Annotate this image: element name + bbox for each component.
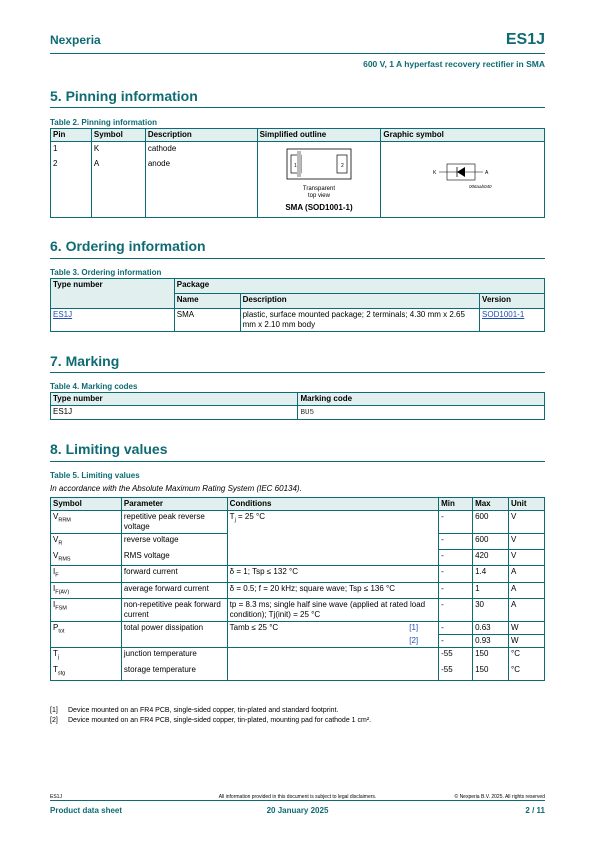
col-header: Symbol <box>51 498 122 511</box>
parameter-cell: non-repetitive peak forward current <box>121 599 227 622</box>
table-caption-limiting: Table 5. Limiting values <box>50 471 140 480</box>
footnote <box>50 717 371 724</box>
conditions-cell: tp = 8.3 ms; single half sine wave (applied at rated load condition); Tj(init) = 25 °C <box>227 599 438 622</box>
symbol-cell: $I_F$ <box>51 566 122 583</box>
min-cell: - <box>439 534 473 550</box>
unit-cell: A <box>509 566 545 583</box>
min-cell: -55 <box>439 664 473 680</box>
col-header: Marking code <box>298 393 545 406</box>
min-cell: - <box>439 566 473 583</box>
min-cell: - <box>439 635 473 648</box>
table-row <box>51 142 545 218</box>
unit-cell: A <box>509 582 545 599</box>
pin-symbol: A <box>93 159 100 168</box>
marking-code-cell <box>298 406 545 420</box>
symbol-cell <box>91 142 145 218</box>
table-caption-ordering: Table 3. Ordering information <box>50 268 162 277</box>
type-cell <box>51 309 175 332</box>
outline-note: Transparent <box>302 186 336 192</box>
col-header: Type number <box>51 393 298 406</box>
unit-cell: °C <box>509 648 545 664</box>
symbol-cell: $V_{RMS}$ <box>51 550 122 566</box>
max-cell: 600 <box>473 511 509 534</box>
diode-symbol-icon <box>433 161 493 195</box>
marking-table <box>50 392 545 420</box>
ordering-table <box>50 278 545 332</box>
section-title-marking: 7. Marking <box>50 353 120 369</box>
symbol-cell: $V_{RRM}$ <box>51 511 122 534</box>
symbol-cell: $T_j$ <box>51 648 122 664</box>
max-cell: 30 <box>473 599 509 622</box>
footer-date: 20 January 2025 <box>266 806 329 815</box>
symbol-cell: $I_{FSM}$ <box>51 599 122 622</box>
footer-doc-id: ES1J <box>50 794 62 800</box>
footer-page-number: 2 / 11 <box>525 806 545 815</box>
section-rule <box>50 258 545 259</box>
package-outline-icon <box>283 147 355 183</box>
section-title-limiting: 8. Limiting values <box>50 441 168 457</box>
unit-cell: °C <box>509 664 545 680</box>
min-cell: - <box>439 511 473 534</box>
col-header: Min <box>439 498 473 511</box>
table-row <box>51 511 545 534</box>
outline-pin-label: 1 <box>293 163 297 169</box>
description-cell: plastic, surface mounted package; 2 terminals; 4.30 mm x 2.65 mm x 2.10 mm body <box>240 309 479 332</box>
conditions-cell: $T_j = 25$ °C <box>227 511 438 566</box>
version-link[interactable]: SOD1001-1 <box>482 310 525 319</box>
outline-note: top view <box>307 193 330 199</box>
parameter-cell: average forward current <box>121 582 227 599</box>
col-header: Graphic symbol <box>381 129 545 142</box>
document-subtitle: 600 V, 1 A hyperfast recovery rectifier in SMA <box>363 59 545 69</box>
outline-cell <box>257 142 381 218</box>
footnote-text: Device mounted on an FR4 PCB, single-sided copper, tin-plated and standard footprint. <box>68 707 339 714</box>
brand-name: Nexperia <box>50 33 101 47</box>
footnote-ref[interactable]: [1] <box>409 623 419 633</box>
col-header: Conditions <box>227 498 438 511</box>
footer-disclaimer: All information provided in this document is subject to legal disclaimers. <box>218 794 377 800</box>
unit-cell: A <box>509 599 545 622</box>
pin-cell <box>51 142 92 218</box>
min-cell: -55 <box>439 648 473 664</box>
pin-symbol: K <box>93 144 100 153</box>
conditions-cell: δ = 0.5; f = 20 kHz; square wave; Tsp ≤ 136 °C <box>227 582 438 599</box>
max-cell: 420 <box>473 550 509 566</box>
col-header: Pin <box>51 129 92 142</box>
footer-rule <box>50 800 545 801</box>
symbol-a-label: A <box>484 170 489 176</box>
parameter-cell: storage temperature <box>121 664 227 680</box>
footnote-number: [2] <box>50 717 58 724</box>
unit-cell: V <box>509 511 545 534</box>
table-row <box>51 622 545 635</box>
min-cell: - <box>439 622 473 635</box>
footnote-text: Device mounted on an FR4 PCB, single-sided copper, tin-plated, mounting pad for cathode 1 cm². <box>68 717 372 724</box>
outline-pin-label: 2 <box>340 163 344 169</box>
section-rule <box>50 372 545 373</box>
col-header: Description <box>145 129 257 142</box>
type-cell: ES1J <box>51 406 298 420</box>
name-cell: SMA <box>174 309 240 332</box>
max-cell: 0.63 <box>473 622 509 635</box>
footer-copyright: © Nexperia B.V. 2025. All rights reserved <box>454 794 545 800</box>
max-cell: 600 <box>473 534 509 550</box>
footnote-ref[interactable]: [2] <box>409 635 419 645</box>
table-row <box>51 566 545 583</box>
table-row <box>51 648 545 664</box>
parameter-cell: junction temperature <box>121 648 227 664</box>
max-cell: 150 <box>473 664 509 680</box>
pin-description: cathode <box>147 144 177 153</box>
description-cell <box>145 142 257 218</box>
part-number: ES1J <box>505 31 545 48</box>
unit-cell: V <box>509 550 545 566</box>
col-header: Max <box>473 498 509 511</box>
table-row <box>51 309 545 332</box>
col-header: Name <box>174 294 240 309</box>
symbol-cell: $V_R$ <box>51 534 122 550</box>
pin-number: 1 <box>53 144 58 153</box>
conditions-cell <box>227 635 438 648</box>
table-caption-marking: Table 4. Marking codes <box>50 382 138 391</box>
table-header-row <box>51 129 545 142</box>
symbol-k-label: K <box>432 170 437 176</box>
min-cell: - <box>439 599 473 622</box>
col-header: Simplified outline <box>257 129 381 142</box>
table-note: In accordance with the Absolute Maximum Rating System (IEC 60134). <box>50 484 302 493</box>
unit-cell: W <box>509 635 545 648</box>
marking-code: BU5 <box>300 409 314 417</box>
section-rule <box>50 107 545 108</box>
header-rule <box>50 53 545 54</box>
min-cell: - <box>439 550 473 566</box>
symbol-code: 006aab040 <box>468 184 492 189</box>
max-cell: 1 <box>473 582 509 599</box>
table-row <box>51 599 545 622</box>
col-header: Symbol <box>91 129 145 142</box>
unit-cell: V <box>509 534 545 550</box>
section-title-pinning: 5. Pinning information <box>50 88 198 104</box>
max-cell: 150 <box>473 648 509 664</box>
version-cell <box>480 309 545 332</box>
footnote <box>50 707 338 714</box>
graphic-symbol-cell <box>381 142 545 218</box>
type-number-link[interactable]: ES1J <box>53 310 73 319</box>
max-cell: 0.93 <box>473 635 509 648</box>
unit-cell: W <box>509 622 545 635</box>
table-row <box>51 582 545 599</box>
section-rule <box>50 461 545 462</box>
table-header-row <box>51 393 545 406</box>
conditions-cell <box>227 622 438 635</box>
symbol-cell: $I_{F(AV)}$ <box>51 582 122 599</box>
col-header: Description <box>240 294 479 309</box>
parameter-cell: reverse voltage <box>121 534 227 550</box>
pinning-table <box>50 128 545 218</box>
max-cell: 1.4 <box>473 566 509 583</box>
conditions-text: Tamb ≤ 25 °C <box>229 623 279 633</box>
col-header: Version <box>480 294 545 309</box>
footer-doc-type: Product data sheet <box>50 806 123 815</box>
section-title-ordering: 6. Ordering information <box>50 238 206 254</box>
table-row <box>51 406 545 420</box>
conditions-cell <box>227 648 438 680</box>
table-header-row <box>51 279 545 294</box>
col-header: Package <box>174 279 544 294</box>
min-cell: - <box>439 582 473 599</box>
table-header-row <box>51 498 545 511</box>
parameter-cell: total power dissipation <box>121 622 227 648</box>
col-header: Unit <box>509 498 545 511</box>
parameter-cell: forward current <box>121 566 227 583</box>
table-caption-pinning: Table 2. Pinning information <box>50 118 157 127</box>
parameter-cell: RMS voltage <box>121 550 227 566</box>
symbol-cell: $P_{tot}$ <box>51 622 122 648</box>
conditions-cell: δ = 1; Tsp ≤ 132 °C <box>227 566 438 583</box>
pin-description: anode <box>147 159 171 168</box>
symbol-cell: $T_{stg}$ <box>51 664 122 680</box>
col-header: Type number <box>51 279 175 309</box>
footnote-number: [1] <box>50 707 58 714</box>
col-header: Parameter <box>121 498 227 511</box>
parameter-cell: repetitive peak reverse voltage <box>121 511 227 534</box>
limiting-values-table <box>50 497 545 681</box>
outline-package-name: SMA (SOD1001-1) <box>285 203 353 212</box>
pin-number: 2 <box>53 159 58 168</box>
